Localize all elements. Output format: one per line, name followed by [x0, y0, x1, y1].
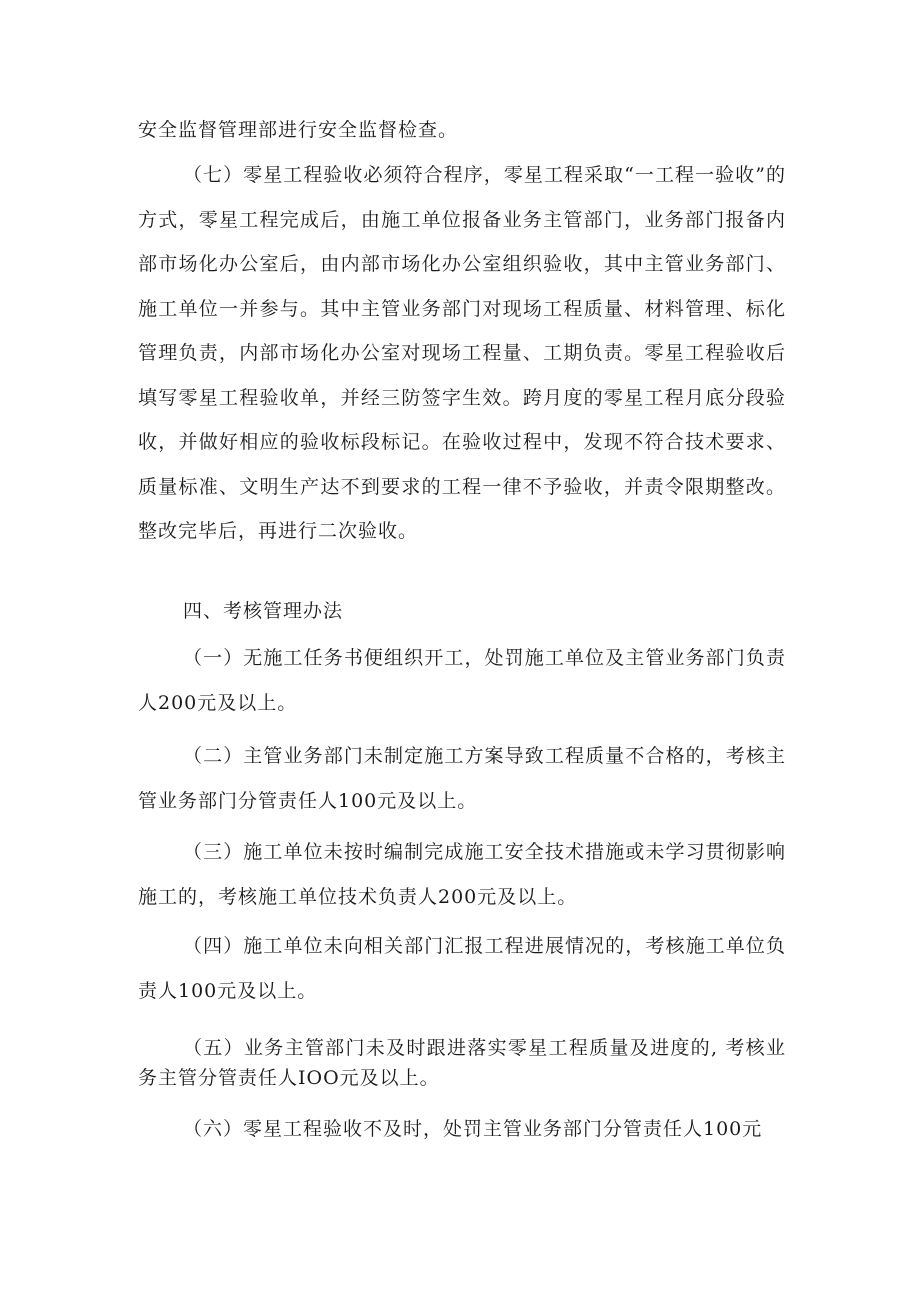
- paragraph-item-2: （二）主管业务部门未制定施工方案导致工程质量不合格的，考核主管业务部门分管责任人100元及以上。: [138, 745, 786, 812]
- paragraph-item-1: （一）无施工任务书便组织开工，处罚施工单位及主管业务部门负责人200元及以上。: [138, 647, 786, 714]
- paragraph-item-6: （六）零星工程验收不及时，处罚主管业务部门分管责任人100元: [183, 1118, 763, 1140]
- paragraph-item-5: （五）业务主管部门未及时跟进落实零星工程质量及进度的, 考核业务主管分管责任人IOO元及以上。: [138, 1037, 786, 1089]
- section-heading: 四、考核管理办法: [183, 600, 344, 622]
- paragraph-item-4: （四）施工单位未向相关部门汇报工程进展情况的，考核施工单位负责人100元及以上。: [138, 935, 786, 1002]
- paragraph-item-3: （三）施工单位未按时编制完成施工安全技术措施或未学习贯彻影响施工的，考核施工单位技术负责人200元及以上。: [138, 841, 786, 908]
- paragraph-continuation: 安全监督管理部进行安全监督检查。: [138, 119, 459, 141]
- paragraph-item-7: （七）零星工程验收必须符合程序，零星工程采取“一工程一验收”的方式，零星工程完成后，由施工单位报备业务主管部门，业务部门报备内部市场化办公室后，由内部市场化办公室组织验收，其中主管业务部门、施工单位一并参与。其中主管业务部门对现场工程质量、材料管理、标化管理负责，内部市场化办公室对现场工程量、工期负责。零星工程验收后填写零星工程验收单，并经三防签字生效。跨月度的零星工程月底分段验收，并做好相应的验收标段标记。在验收过程中，发现不符合技术要求、质量标准、文明生产达不到要求的工程一律不予验收，并责令限期整改。整改完毕后，再进行二次验收。: [138, 164, 786, 542]
